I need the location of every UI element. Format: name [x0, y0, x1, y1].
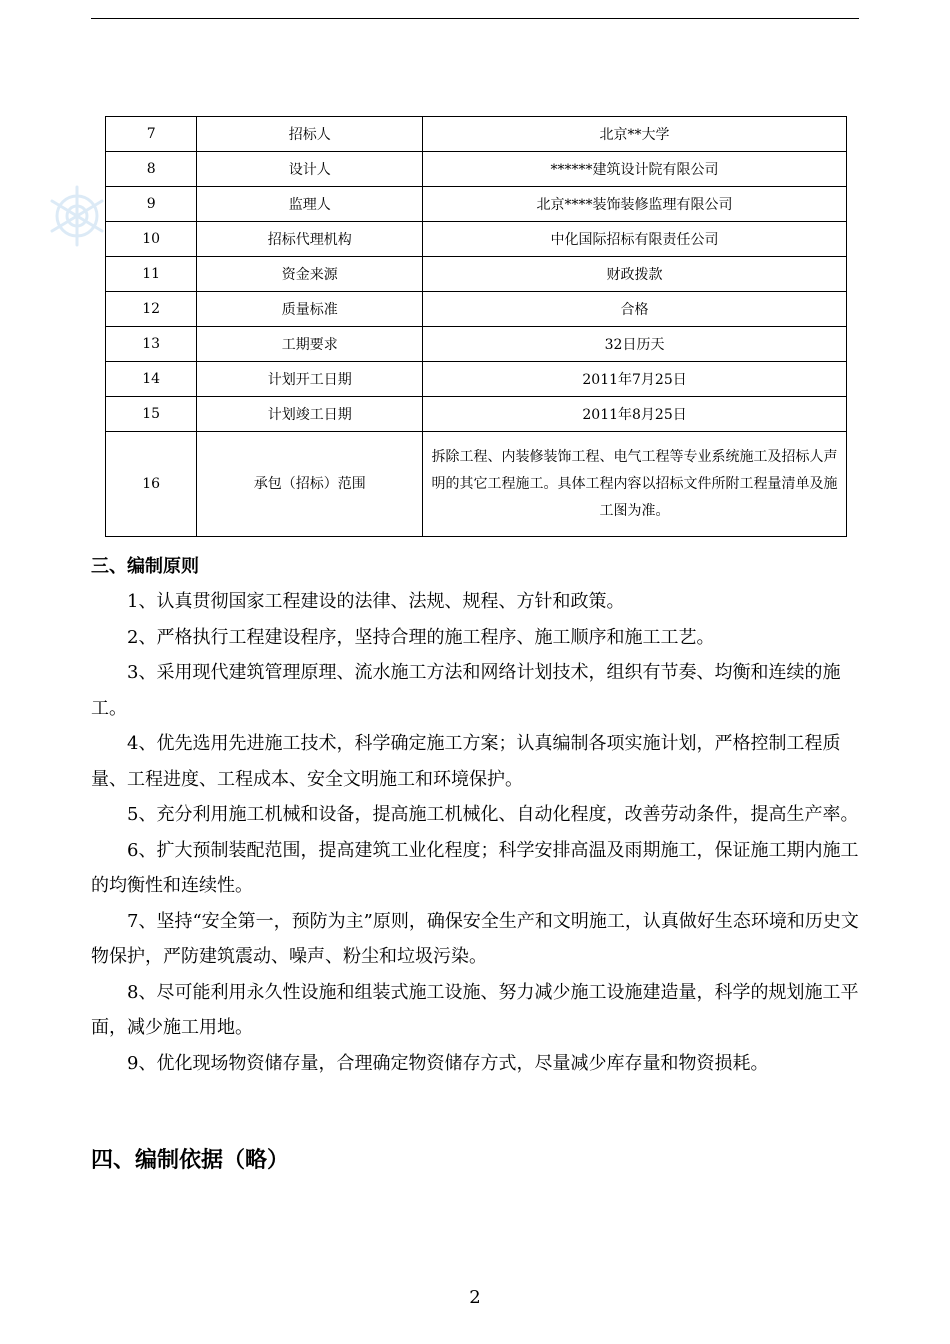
header-rule: [91, 18, 859, 19]
section-heading-basis: 四、编制依据（略）: [91, 1148, 290, 1173]
principle-paragraph: 9、优化现场物资储存量，合理确定物资储存方式，尽量减少库存量和物资损耗。: [127, 1052, 769, 1074]
row-value-cell: 2011年8月25日: [423, 397, 847, 432]
snowflake-icon: [44, 183, 110, 249]
principle-paragraph: 2、严格执行工程建设程序，坚持合理的施工程序、施工顺序和施工工艺。: [127, 626, 715, 648]
row-item-cell: 承包（招标）范围: [197, 432, 423, 537]
table-row: [106, 117, 847, 152]
table-row: [106, 432, 847, 537]
row-item-cell: 质量标准: [197, 292, 423, 327]
table-row: [106, 292, 847, 327]
row-number-cell: 9: [106, 187, 197, 222]
project-info-table: [105, 116, 847, 537]
row-item-cell: 招标代理机构: [197, 222, 423, 257]
row-value-cell: 拆除工程、内装修装饰工程、电气工程等专业系统施工及招标人声明的其它工程施工。具体工程内容以招标文件所附工程量清单及施工图为准。: [423, 432, 847, 537]
row-number-cell: 7: [106, 117, 197, 152]
row-value-cell: 财政拨款: [423, 257, 847, 292]
row-item-cell: 计划竣工日期: [197, 397, 423, 432]
row-number-cell: 11: [106, 257, 197, 292]
row-number-cell: 10: [106, 222, 197, 257]
table-body: [106, 117, 847, 537]
page-number: 2: [469, 1287, 481, 1308]
principle-paragraph: 7、坚持“安全第一，预防为主”原则，确保安全生产和文明施工，认真做好生态环境和历史文物保护，严防建筑震动、噪声、粉尘和垃圾污染。: [91, 910, 859, 967]
row-value-cell: ******建筑设计院有限公司: [423, 152, 847, 187]
row-number-cell: 16: [106, 432, 197, 537]
row-item-cell: 设计人: [197, 152, 423, 187]
principle-paragraph: 3、采用现代建筑管理原理、流水施工方法和网络计划技术，组织有节奏、均衡和连续的施工。: [91, 662, 841, 719]
principle-paragraph: 4、优先选用先进施工技术，科学确定施工方案；认真编制各项实施计划，严格控制工程质量、工程进度、工程成本、安全文明施工和环境保护。: [91, 733, 841, 790]
row-value-cell: 2011年7月25日: [423, 362, 847, 397]
table-row: [106, 362, 847, 397]
row-item-cell: 计划开工日期: [197, 362, 423, 397]
principle-paragraph: 6、扩大预制装配范围，提高建筑工业化程度；科学安排高温及雨期施工，保证施工期内施工的均衡性和连续性。: [91, 839, 859, 896]
table-row: [106, 327, 847, 362]
row-value-cell: 中化国际招标有限责任公司: [423, 222, 847, 257]
principle-paragraph: 1、认真贯彻国家工程建设的法律、法规、规程、方针和政策。: [127, 591, 625, 612]
row-number-cell: 12: [106, 292, 197, 327]
row-item-cell: 招标人: [197, 117, 423, 152]
table-row: [106, 222, 847, 257]
table-row: [106, 152, 847, 187]
row-number-cell: 13: [106, 327, 197, 362]
principles-list: [91, 584, 865, 1081]
row-value-cell: 北京****装饰装修监理有限公司: [423, 187, 847, 222]
row-item-cell: 资金来源: [197, 257, 423, 292]
section-heading-principles: 三、编制原则: [91, 556, 199, 577]
principle-paragraph: 5、充分利用施工机械和设备，提高施工机械化、自动化程度，改善劳动条件，提高生产率。: [127, 804, 859, 825]
row-value-cell: 32日历天: [423, 327, 847, 362]
row-item-cell: 工期要求: [197, 327, 423, 362]
row-value-cell: 北京**大学: [423, 117, 847, 152]
row-item-cell: 监理人: [197, 187, 423, 222]
table-row: [106, 257, 847, 292]
row-number-cell: 14: [106, 362, 197, 397]
table-row: [106, 187, 847, 222]
row-number-cell: 15: [106, 397, 197, 432]
row-number-cell: 8: [106, 152, 197, 187]
table-row: [106, 397, 847, 432]
principle-paragraph: 8、尽可能利用永久性设施和组装式施工设施、努力减少施工设施建造量，科学的规划施工平面，减少施工用地。: [91, 981, 859, 1038]
row-value-cell: 合格: [423, 292, 847, 327]
